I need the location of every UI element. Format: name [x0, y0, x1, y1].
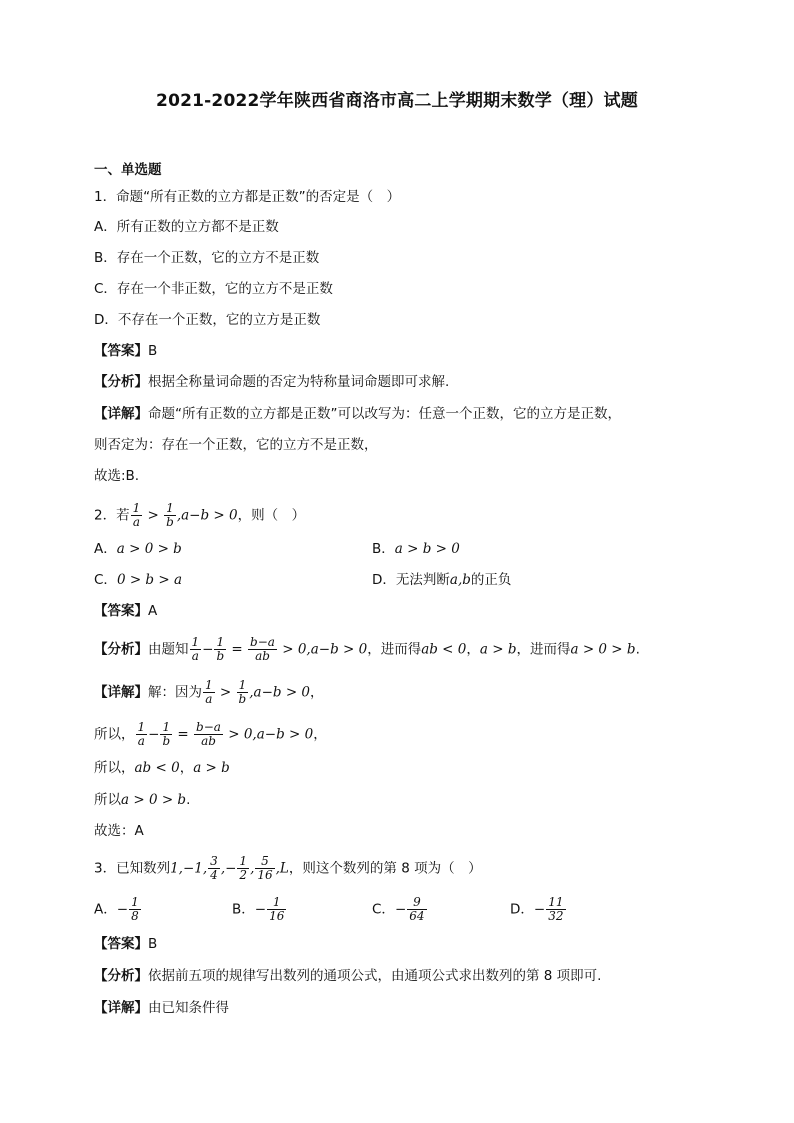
q2-so-2: 所以，ab < 0，a > b	[94, 760, 230, 776]
page-title: 2021-2022学年陕西省商洛市高二上学期期末数学（理）试题	[156, 91, 638, 111]
q3-option-c: C．− $\frac{9}{64}$	[372, 895, 425, 923]
q2-so-1: 所以， $\frac{1}{a}$ − $\frac{1}{b}$ = $\frac{b-a}{ab}$ > 0,a−b > 0，	[94, 720, 327, 748]
q1-choose: 故选:B.	[94, 468, 140, 484]
q3-analysis: 【分析】依据前五项的规律写出数列的通项公式，由通项公式求出数列的第 8 项即可.	[94, 968, 602, 984]
fraction: $\frac{1}{b}$	[238, 678, 247, 706]
q2-so-3: 所以a > 0 > b.	[94, 792, 191, 808]
fraction: $\frac{1}{b}$	[216, 635, 225, 663]
fraction: $\frac{b-a}{ab}$	[250, 635, 275, 663]
q2-option-a: A．a > 0 > b	[94, 541, 182, 557]
q1-stem: 1．命题“所有正数的立方都是正数”的否定是（ ）	[94, 189, 401, 205]
q3-answer: 【答案】B	[94, 936, 158, 952]
q3-options	[94, 896, 694, 926]
q3-option-a: A．− $\frac{1}{8}$	[94, 895, 139, 923]
q3-option-d: D．− $\frac{11}{32}$	[510, 895, 564, 923]
fraction: $\frac{1}{a}$	[191, 635, 200, 663]
q1-option-c: C．存在一个非正数，它的立方不是正数	[94, 281, 333, 297]
fraction: $\frac{1}{a}$	[132, 501, 141, 529]
fraction: $\frac{1}{a}$	[205, 678, 213, 706]
fraction: $\frac{1}{a}$	[137, 720, 146, 748]
q1-option-d: D．不存在一个正数，它的立方是正数	[94, 312, 321, 328]
q1-option-b: B．存在一个正数，它的立方不是正数	[94, 250, 320, 266]
fraction: $\frac{9}{64}$	[409, 895, 425, 923]
fraction: $\frac{1}{2}$	[239, 854, 248, 882]
q1-analysis: 【分析】根据全称量词命题的否定为特称量词命题即可求解.	[94, 374, 450, 390]
section-heading: 一、单选题	[94, 162, 162, 178]
q2-option-d: D．无法判断a,b的正负	[372, 572, 512, 588]
q2-answer: 【答案】A	[94, 603, 158, 619]
fraction: $\frac{1}{b}$	[162, 720, 171, 748]
q1-detail-2: 则否定为：存在一个正数，它的立方不是正数，	[94, 437, 378, 453]
q2-detail: 【详解】解：因为 $\frac{1}{a}$ > $\frac{1}{b}$ ,a−b > 0，	[94, 678, 324, 706]
q3-detail: 【详解】由已知条件得	[94, 1000, 229, 1016]
q2-analysis: 【分析】由题知 $\frac{1}{a}$ − $\frac{1}{b}$ = $\frac{b-a}{ab}$ > 0,a−b > 0，进而得ab < 0，a > b，进而得a > 0 > b.	[94, 635, 640, 663]
q2-option-c: C．0 > b > a	[94, 572, 183, 588]
fraction: $\frac{1}{8}$	[131, 895, 139, 923]
q2-stem: 2．若 $\frac{1}{a}$ > $\frac{1}{b}$ ,a−b > 0，则（ ）	[94, 501, 306, 529]
q1-detail: 【详解】命题“所有正数的立方都是正数”可以改写为：任意一个正数，它的立方是正数，	[94, 406, 621, 422]
fraction: $\frac{11}{32}$	[548, 895, 564, 923]
fraction: $\frac{b-a}{ab}$	[196, 720, 221, 748]
fraction: $\frac{1}{b}$	[166, 501, 174, 529]
q2-option-b: B．a > b > 0	[372, 541, 460, 557]
q1-answer: 【答案】B	[94, 343, 158, 359]
fraction: $\frac{1}{16}$	[269, 895, 285, 923]
q2-choose: 故选：A	[94, 823, 144, 839]
fraction: $\frac{3}{4}$	[210, 854, 218, 882]
q1-option-a: A．所有正数的立方都不是正数	[94, 219, 279, 235]
q3-option-b: B．− $\frac{1}{16}$	[232, 895, 285, 923]
fraction: $\frac{5}{16}$	[257, 854, 273, 882]
q3-stem: 3．已知数列1,−1, $\frac{3}{4}$ ,− $\frac{1}{2}$ , $\frac{5}{16}$ ,L，则这个数列的第 8 项为（ ）	[94, 854, 482, 882]
